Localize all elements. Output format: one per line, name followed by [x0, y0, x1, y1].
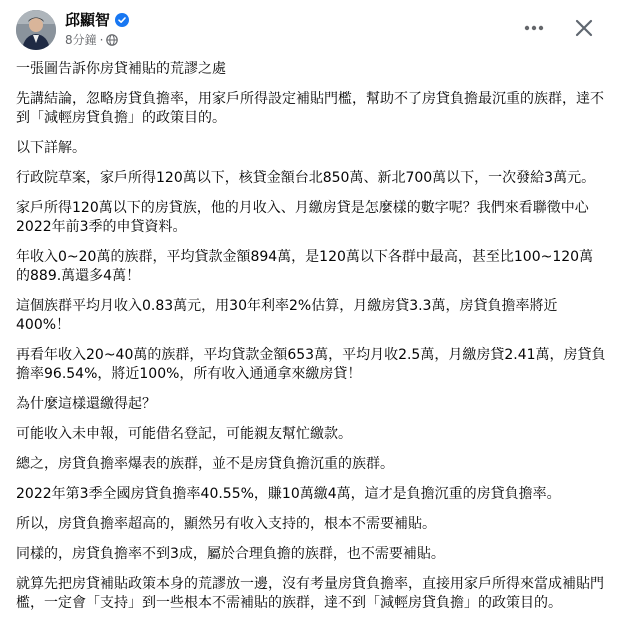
- public-globe-icon: [106, 34, 118, 46]
- post-body: [16, 60, 606, 624]
- author-avatar[interactable]: [16, 10, 56, 50]
- post-timestamp[interactable]: 8分鐘: [65, 33, 97, 47]
- verified-badge-icon: [115, 13, 129, 27]
- close-button[interactable]: [566, 10, 602, 46]
- post-paragraph: 家戶所得120萬以下的房貸族，他的月收入、月繳房貸是怎麼樣的數字呢？我們來看聯徵中心2022年前3季的申貸資料。: [16, 200, 589, 235]
- post-paragraph: 總之，房貸負擔率爆表的族群，並不是房貸負擔沉重的族群。: [16, 456, 394, 472]
- post-paragraph: 再看年收入20~40萬的族群，平均貸款金額653萬，平均月收2.5萬，月繳房貸2.41萬，房貸負擔率96.54%，將近100%，所有收入通通拿來繳房貸！: [16, 347, 606, 382]
- post-paragraph: 同樣的，房貸負擔率不到3成，屬於合理負擔的族群，也不需要補貼。: [16, 546, 445, 562]
- author-name[interactable]: 邱顯智: [65, 11, 111, 29]
- author-name-row: [65, 10, 129, 30]
- more-options-button[interactable]: [518, 14, 550, 42]
- post-paragraph: 行政院草案，家戶所得120萬以下，核貸金額台北850萬、新北700萬以下，一次發給3萬元。: [16, 170, 596, 186]
- post-paragraph: 以下詳解。: [16, 140, 86, 156]
- more-options-icon: [524, 25, 544, 31]
- post-paragraph: 2022年第3季全國房貸負擔率40.55%，賺10萬繳4萬，這才是負擔沉重的房貸負擔率。: [16, 486, 561, 502]
- post-paragraph: 年收入0~20萬的族群，平均貸款金額894萬，是120萬以下各群中最高，甚至比100~120萬的889.萬還多4萬！: [16, 249, 594, 284]
- meta-separator: ·: [99, 33, 104, 47]
- post-paragraph: 可能收入未申報，可能借名登記，可能親友幫忙繳款。: [16, 426, 352, 442]
- close-icon: [575, 19, 593, 37]
- post-header: [0, 0, 617, 58]
- post-meta: [65, 32, 118, 48]
- post-paragraph: 為什麼這樣還繳得起？: [16, 396, 156, 412]
- post-paragraph: 所以，房貸負擔率超高的，顯然另有收入支持的，根本不需要補貼。: [16, 516, 436, 532]
- post-paragraph: 這個族群平均月收入0.83萬元，用30年利率2%估算，月繳房貸3.3萬，房貸負擔率將近400%！: [16, 298, 558, 333]
- post-paragraph: 一張圖告訴你房貸補貼的荒謬之處: [16, 61, 226, 77]
- post-paragraph: 就算先把房貸補貼政策本身的荒謬放一邊，沒有考量房貸負擔率，直接用家戶所得來當成補貼門檻，一定會「支持」到一些根本不需補貼的族群，達不到「減輕房貸負擔」的政策目的。: [16, 576, 604, 611]
- post-paragraph: 先講結論，忽略房貸負擔率，用家戶所得設定補貼門檻，幫助不了房貸負擔最沉重的族群，達不到「減輕房貸負擔」的政策目的。: [16, 91, 604, 126]
